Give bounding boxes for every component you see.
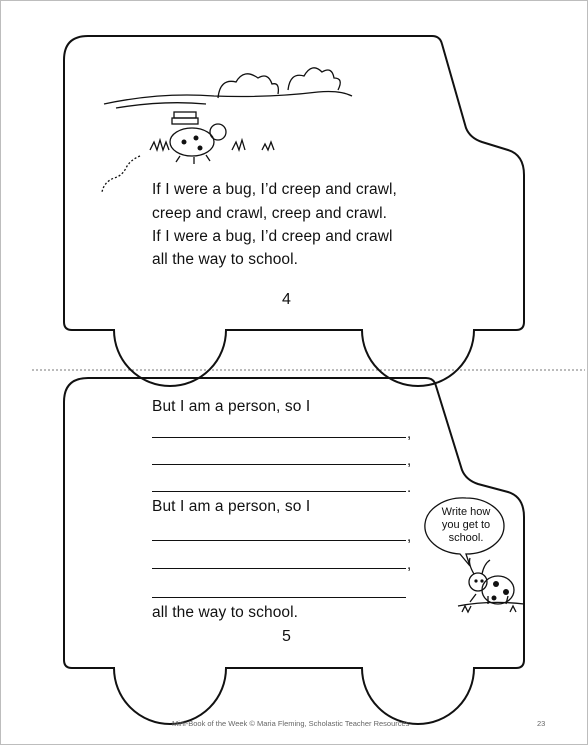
prompt-1: But I am a person, so I [152, 398, 311, 415]
write-line-2[interactable] [152, 464, 406, 465]
prompt-2: But I am a person, so I [152, 498, 311, 515]
ladybug-spots-bottom [474, 579, 509, 600]
footer-credit: Mini-Book of the Week © Maria Fleming, Scholastic Teacher Resources [172, 719, 410, 728]
closing-line: all the way to school. [152, 604, 299, 621]
ladybug-illustration [458, 558, 524, 612]
story-line-3: If I were a bug, I’d creep and crawl [152, 228, 393, 245]
page-number-top: 4 [282, 291, 291, 308]
write-line-6[interactable] [152, 597, 406, 598]
story-line-4: all the way to school. [152, 251, 299, 268]
line-punct-2: , [407, 452, 412, 469]
line-punct-5: , [407, 556, 412, 573]
write-line-1[interactable] [152, 437, 406, 438]
bubble-line-3: school. [448, 532, 484, 544]
line-punct-1: , [407, 425, 412, 442]
bubble-line-2: you get to [441, 519, 491, 531]
line-punct-3: . [407, 479, 412, 496]
write-line-3[interactable] [152, 491, 406, 492]
write-line-5[interactable] [152, 568, 406, 569]
footer-page-number: 23 [537, 719, 546, 728]
ladybug-spots-top [182, 136, 203, 151]
write-line-4[interactable] [152, 540, 406, 541]
line-punct-4: , [407, 528, 412, 545]
story-line-2: creep and crawl, creep and crawl. [152, 205, 388, 222]
story-line-1: If I were a bug, I’d creep and crawl, [152, 181, 397, 198]
bubble-line-1: Write how [441, 506, 491, 518]
page-number-bottom: 5 [282, 628, 291, 645]
bug-hill-illustration [102, 68, 352, 192]
